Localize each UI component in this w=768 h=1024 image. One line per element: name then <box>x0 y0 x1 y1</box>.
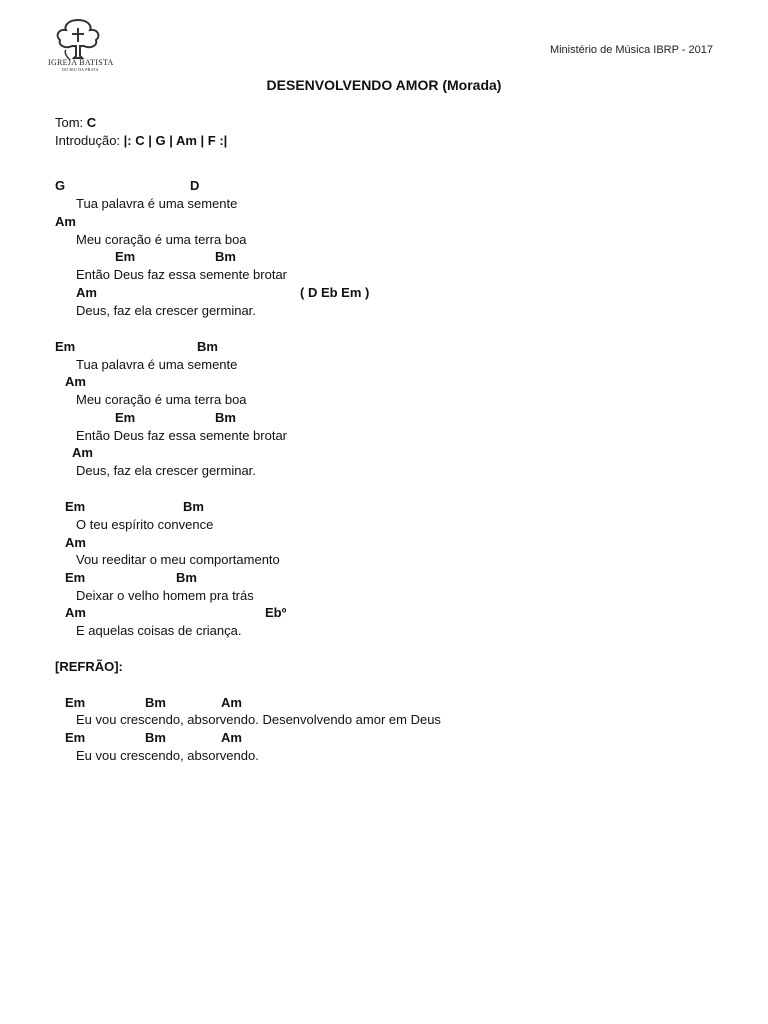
chord: ( D Eb Em ) <box>300 285 370 300</box>
chord: Em <box>65 730 86 745</box>
chord: Am <box>65 374 86 389</box>
chord: Am <box>72 445 93 460</box>
lyric-line: Tua palavra é uma semente <box>76 357 238 372</box>
chord: Em <box>65 499 86 514</box>
chord: Bm <box>215 249 236 264</box>
lyric-line: E aquelas coisas de criança. <box>76 623 242 638</box>
refrain-label: [REFRÃO]: <box>55 659 123 674</box>
logo-subtext: DO RIO DA PRATA <box>62 67 99 72</box>
chord: Bm <box>145 730 166 745</box>
intro-line <box>55 133 227 148</box>
chord: Bm <box>215 410 236 425</box>
chord: Am <box>221 730 242 745</box>
chord: Em <box>115 410 136 425</box>
lyric-line: Deixar o velho homem pra trás <box>76 588 254 603</box>
logo-text: IGREJA BATISTA <box>48 58 114 67</box>
lyric-line: Eu vou crescendo, absorvendo. <box>76 748 259 763</box>
chord: Bm <box>197 339 218 354</box>
ministry-label: Ministério de Música IBRP - 2017 <box>549 44 713 56</box>
song-title: DESENVOLVENDO AMOR (Morada) <box>266 77 502 93</box>
chord: G <box>55 178 66 193</box>
chord: Am <box>221 695 242 710</box>
lyric-line: Meu coração é uma terra boa <box>76 232 247 247</box>
lyric-line: Vou reeditar o meu comportamento <box>76 552 280 567</box>
lyric-line: Então Deus faz essa semente brotar <box>76 428 288 443</box>
chord: Bm <box>183 499 204 514</box>
chord: Am <box>65 605 86 620</box>
lyric-line: Eu vou crescendo, absorvendo. Desenvolvendo amor em Deus <box>76 712 441 727</box>
chord: Em <box>115 249 136 264</box>
chord: Am <box>55 214 76 229</box>
lyric-line: O teu espírito convence <box>76 517 214 532</box>
chord: Bm <box>145 695 166 710</box>
intro-value: |: C | G | Am | F :| <box>123 133 228 148</box>
key-value: C <box>86 115 97 130</box>
chord: Am <box>65 535 86 550</box>
chord: Em <box>65 695 86 710</box>
lyric-line: Deus, faz ela crescer germinar. <box>76 463 256 478</box>
lyric-line: Deus, faz ela crescer germinar. <box>76 303 256 318</box>
key-line <box>55 115 96 130</box>
key-label: Tom: <box>55 115 84 130</box>
intro-label: Introdução: <box>55 133 121 148</box>
chord: Em <box>55 339 76 354</box>
chord: Ebº <box>265 605 287 620</box>
lyric-line: Então Deus faz essa semente brotar <box>76 267 288 282</box>
chord: Am <box>76 285 97 300</box>
lyric-line: Tua palavra é uma semente <box>76 196 238 211</box>
chord: D <box>190 178 200 193</box>
lyric-line: Meu coração é uma terra boa <box>76 392 247 407</box>
chord: Bm <box>176 570 197 585</box>
chord: Em <box>65 570 86 585</box>
